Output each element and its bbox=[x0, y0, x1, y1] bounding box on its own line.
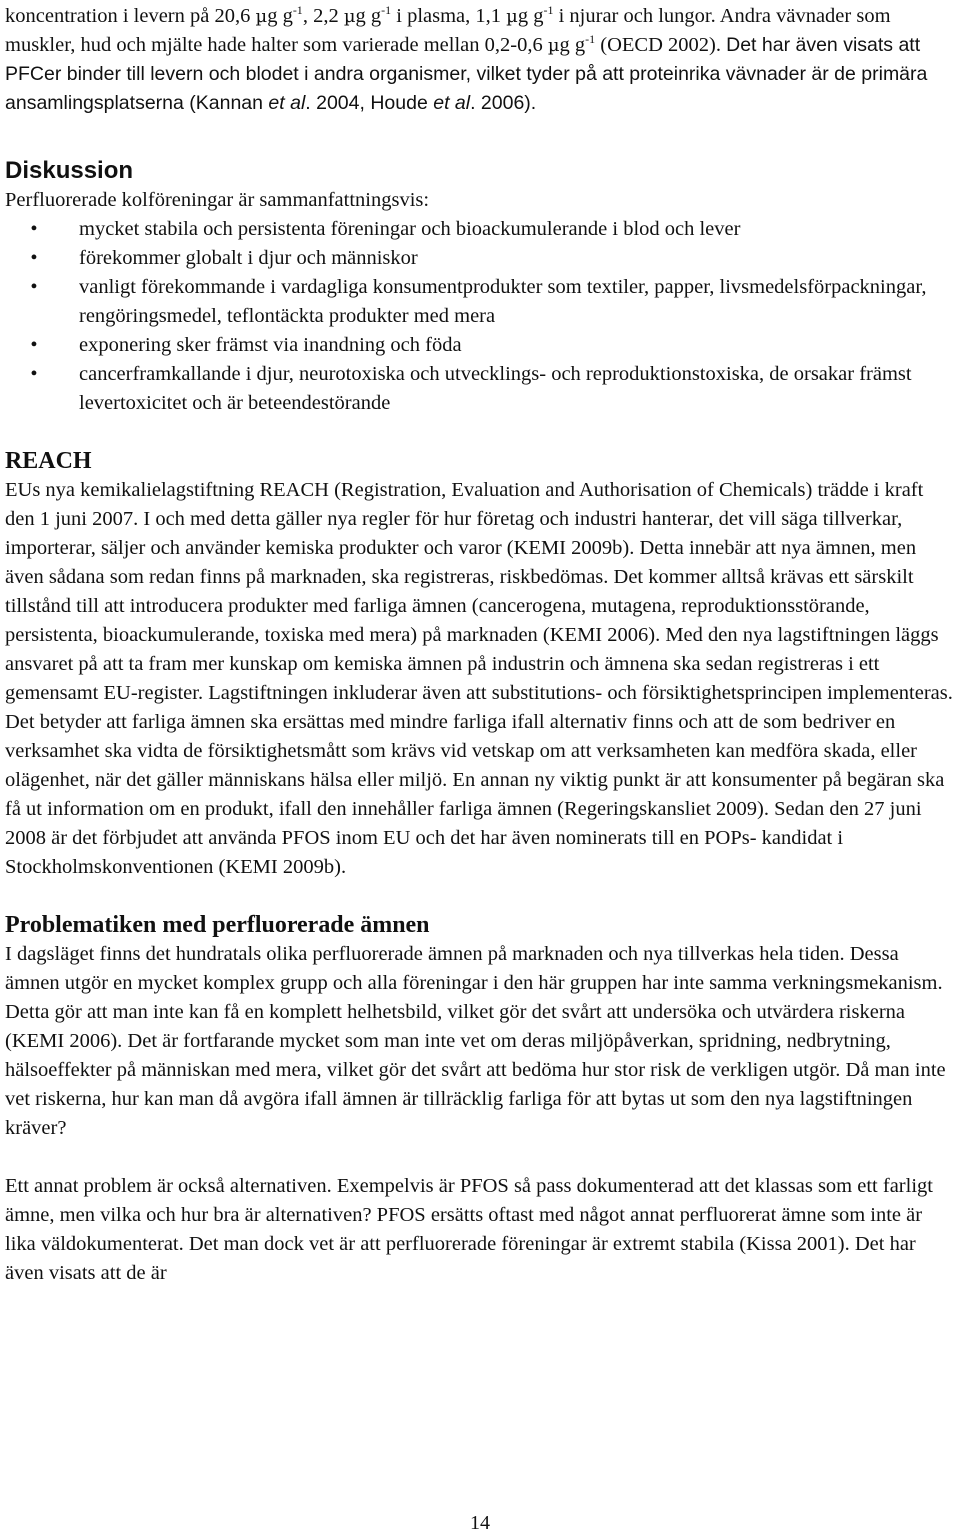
mu-symbol: µ bbox=[547, 35, 560, 56]
reach-paragraph: EUs nya kemikalielagstiftning REACH (Registration, Evaluation and Authorisation of Chemicals) trädde i kraft den 1 juni 2007. I och med detta gäller nya regler för hur företag och industri hanterar, det vill säga tillverkar, importerar, säljer och använder kemiska produkter och varor (KEMI 2009b). Detta innebär att nya ämnen, men även sådana som redan finns på marknaden, ska registreras, riskbedömas. Det kommer alltså krävas ett särskilt tillstånd till att introducera produkter med farliga ämnen (cancerogena, mutagena, reproduktionsstörande, persistenta, bioackumulerande, toxiska med mera) på marknaden (KEMI 2006). Med den nya lagstiftningen läggs ansvaret på att ta fram mer kunskap om kemiska ämnen på industrin och ämnena ska sedan registreras i ett gemensamt EU-register. Lagstiftningen inkluderar även att substitutions- och försiktighetsprincipen implementeras. Det betyder att farliga ämnen ska ersättas med mindre farliga ifall alternativ finns och att de som bedriver en verksamhet ska vidta de försiktighetsmått som krävs vid vetskap om att verksamheten kan medföra skada, eller olägenhet, när det gäller människans hälsa eller miljö. En annan ny viktig punkt är att konsumenter på begäran ska få ut information om en produkt, ifall den innehåller farliga ämnen (Regeringskansliet 2009). Sedan den 27 juni 2008 är det förbjudet att använda PFOS inom EU och det har även nominerats till en POPs- kandidat i Stockholmskonventionen (KEMI 2009b). bbox=[5, 479, 953, 878]
discussion-list bbox=[5, 215, 955, 418]
intro-text: (OECD 2002). bbox=[600, 34, 727, 56]
intro-paragraph bbox=[5, 2, 955, 118]
bullet-icon: • bbox=[30, 363, 38, 385]
list-item-text: förekommer globalt i djur och människor bbox=[79, 247, 418, 269]
reach-section bbox=[5, 447, 955, 882]
intro-text: , 2,2 bbox=[302, 5, 344, 27]
discussion-heading: Diskussion bbox=[5, 157, 134, 184]
intro-text: i plasma, 1,1 bbox=[391, 5, 507, 27]
list-item bbox=[5, 215, 955, 244]
bullet-icon: • bbox=[30, 334, 38, 356]
superscript: -1 bbox=[543, 3, 554, 18]
list-item bbox=[5, 244, 955, 273]
unit-text: g g bbox=[267, 5, 293, 27]
list-item bbox=[5, 331, 955, 360]
et-al: et al bbox=[268, 92, 306, 114]
discussion-section bbox=[5, 156, 955, 418]
mu-symbol: µ bbox=[255, 6, 268, 27]
mu-symbol: µ bbox=[343, 6, 356, 27]
mu-symbol: µ bbox=[506, 6, 518, 27]
superscript: -1 bbox=[292, 3, 303, 18]
unit-text: g g bbox=[355, 5, 382, 27]
problem-section bbox=[5, 911, 955, 1288]
problem-heading: Problematiken med perfluorerade ämnen bbox=[5, 912, 430, 938]
intro-text: vävnader som muskler, hud och mjälte hade halter som varierade mellan 0,2-0,6 bbox=[5, 5, 891, 56]
list-item-text: cancerframkallande i djur, neurotoxiska och utvecklings- och reproduktionstoxiska, de orsakar främst levertoxicitet och är beteendestörande bbox=[79, 363, 912, 414]
list-item-text: vanligt förekommande i vardagliga konsumentprodukter som textiler, papper, livsmedelsförpackningar, rengöringsmedel, teflontäckta produkter med mera bbox=[79, 276, 927, 327]
superscript: -1 bbox=[585, 32, 596, 47]
unit-text: g g bbox=[559, 34, 586, 56]
list-item-text: mycket stabila och persistenta föreningar och bioackumulerande i blod och lever bbox=[79, 218, 741, 240]
intro-sans-text: . 2006). bbox=[470, 92, 537, 114]
superscript: -1 bbox=[381, 3, 392, 18]
bullet-icon: • bbox=[30, 276, 38, 298]
reach-heading: REACH bbox=[5, 448, 92, 474]
et-al: et al bbox=[433, 92, 471, 114]
bullet-icon: • bbox=[30, 247, 38, 269]
bullet-icon: • bbox=[30, 218, 38, 240]
unit-text: g g bbox=[517, 5, 544, 27]
list-item-text: exponering sker främst via inandning och föda bbox=[79, 334, 462, 356]
problem-paragraph-1: I dagsläget finns det hundratals olika perfluorerade ämnen på marknaden och nya tillverkas hela tiden. Dessa ämnen utgör en mycket komplex grupp och alla föreningar i den här gruppen har inte samma verkningsmekanism. Detta gör att man inte kan få en komplett helhetsbild, vilket gör det svårt att undersöka och utvärdera riskerna (KEMI 2006). Det är fortfarande mycket som man inte vet om deras miljöpåverkan, spridning, nedbrytning, hälsoeffekter på människan med mera, vilket gör det svårt att bedöma hur stor risk de verkligen utgör. Då man inte vet riskerna, hur kan man då avgöra ifall ämnen är tillräcklig farliga för att bytas ut som den nya lagstiftningen kräver? bbox=[5, 943, 946, 1139]
intro-sans-text: Det har även visats att PFCer binder till levern och blodet i andra organismer, vilket tyder på att proteinrika vävnader är de primära ansamlingsplatserna (Kannan bbox=[5, 34, 928, 114]
document-page bbox=[5, 0, 955, 1288]
problem-paragraph-2: Ett annat problem är också alternativen. Exempelvis är PFOS så pass dokumenterad att det klassas som ett farligt ämne, men vilka och hur bra är alternativen? PFOS ersätts oftast med något annat perfluorerat ämne som inte är lika väldokumenterat. Det man dock vet är att perfluorerade föreningar är extremt stabila (Kissa 2001). Det har även visats att de är bbox=[5, 1175, 933, 1284]
intro-sans-text: . 2004, Houde bbox=[305, 92, 434, 114]
discussion-lead: Perfluorerade kolföreningar är sammanfattningsvis: bbox=[5, 189, 430, 211]
list-item bbox=[5, 360, 955, 418]
intro-text: koncentration i levern på 20,6 bbox=[5, 5, 256, 27]
intro-text: i njurar och lungor. Andra bbox=[553, 5, 771, 27]
page-number: 14 bbox=[470, 1512, 490, 1534]
list-item bbox=[5, 273, 955, 331]
